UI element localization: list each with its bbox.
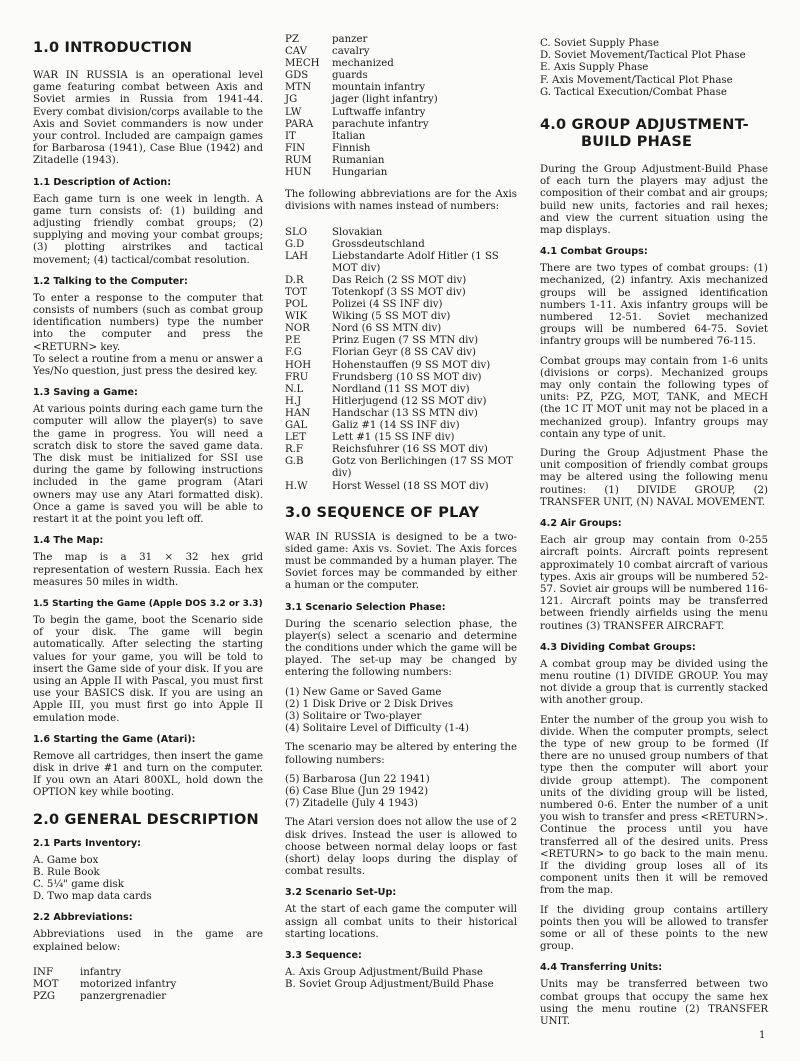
subsection-title-starting-apple: 1.5 Starting the Game (Apple DOS 3.2 or 3.3)	[33, 598, 263, 609]
abbreviation-key: JG	[285, 94, 298, 106]
abbreviation-key: P.E	[285, 335, 301, 347]
abbreviation-key: LW	[285, 106, 302, 118]
abbreviation-value: Galiz #1 (14 SS INF div)	[332, 420, 460, 432]
abbreviation-value: panzergrenadier	[80, 990, 167, 1002]
combat-groups-paragraph-a: There are two types of combat groups: (1) mechanized, (2) infantry. Axis mechanized groups will be assigned identification numbers 1-11. Axis infantry groups will be numbered 12-51. Soviet mechanized groups will be numbered 64-75. Soviet infantry groups will be numbered 76-115.	[540, 263, 768, 348]
map-paragraph: The map is a 31 × 32 hex grid representation of western Russia. Each hex measures 50 miles in width.	[33, 552, 263, 588]
group-adjustment-paragraph: During the Group Adjustment-Build Phase of each turn the players may adjust the composition of their combat and air groups; build new units, factories and rail hexes; and view the current situation using the map displays.	[540, 164, 768, 237]
abbreviation-row	[285, 408, 517, 420]
transferring-paragraph: Units may be transferred between two combat groups that occupy the same hex using the menu routine (2) TRANSFER UNIT.	[540, 979, 768, 1027]
abbreviation-key: IT	[285, 130, 296, 142]
abbreviation-row	[285, 34, 517, 46]
subsection-title-map: 1.4 The Map:	[33, 535, 104, 547]
abbreviation-key: FIN	[285, 142, 306, 154]
abbreviation-row	[33, 967, 263, 979]
subsection-title-starting-atari: 1.6 Starting the Game (Atari):	[33, 733, 196, 745]
abbreviation-row	[33, 979, 263, 991]
subsection-title-talking: 1.2 Talking to the Computer:	[33, 275, 188, 287]
scenario-altered-paragraph: The scenario may be altered by entering the following numbers:	[285, 742, 517, 766]
abbreviation-value: Hitlerjugend (12 SS MOT div)	[332, 395, 487, 407]
abbreviation-key: H.J	[285, 395, 302, 407]
abbreviation-value: Hungarian	[332, 167, 388, 179]
abbreviation-row	[285, 384, 517, 396]
abbreviation-key: POL	[285, 299, 307, 311]
abbreviation-value: Reichsfuhrer (16 SS MOT div)	[332, 444, 488, 456]
abbreviation-value: Wiking (5 SS MOT div)	[332, 311, 451, 323]
list-item: C. Soviet Supply Phase	[540, 38, 659, 49]
abbreviation-row	[285, 323, 517, 335]
talking-paragraph-a: To enter a response to the computer that consists of numbers (such as combat group identification numbers) type the number into the computer and press the <RETURN> key.	[33, 292, 263, 353]
list-item: E. Axis Supply Phase	[540, 62, 649, 74]
subsection-title-transferring: 4.4 Transferring Units:	[540, 962, 663, 974]
list-item: (7) Zitadelle (July 4 1943)	[285, 798, 418, 810]
abbreviation-key: G.B	[285, 456, 304, 468]
abbreviation-key: GDS	[285, 70, 309, 82]
abbreviation-row	[285, 420, 517, 432]
subsection-title-combat-groups: 4.1 Combat Groups:	[540, 246, 648, 258]
abbreviation-row	[285, 227, 517, 239]
abbreviation-value: Prinz Eugen (7 SS MTN div)	[332, 335, 479, 347]
abbreviation-row	[285, 239, 517, 251]
abbreviation-row	[285, 275, 517, 287]
subsection-title-saving: 1.3 Saving a Game:	[33, 387, 138, 399]
abbreviation-key: H.W	[285, 480, 308, 492]
abbreviation-row	[33, 991, 263, 1003]
dividing-paragraph-b: Enter the number of the group you wish to divide. When the computer prompts, select the type of new group to be formed (If there are no unused group numbers of that type then the computer will abort your divide group attempt). The component units of the dividing group will be listed, numbered 0-6. Enter the number of a unit you wish to transfer and press <RETURN>. Continue the process until you have transferred all of the desired units. Press <RETURN> to go back to the main menu. If the dividing group loses all of its component units then it will be removed from the map.	[540, 714, 768, 897]
abbreviation-key: TOT	[285, 287, 307, 298]
saving-paragraph: At various points during each game turn the computer will allow the player(s) to save the game in progress. You will need a scratch disk to store the saved game data. The disk must be initialized for SSI use during the game by following instructions included in the game program (Atari owners may use any Atari formatted disk). Once a game is saved you will be able to restart it at the point you left off.	[33, 404, 263, 526]
sequence-list-continued	[540, 38, 768, 99]
abbreviation-row	[285, 143, 517, 155]
axis-division-list	[285, 227, 517, 493]
abbreviation-key: CAV	[285, 46, 308, 58]
abbreviation-row	[285, 335, 517, 347]
combat-groups-paragraph-b: Combat groups may contain from 1-6 units (divisions or corps). Mechanized groups may only contain the following types of units: PZ, PZG, MOT, TANK, and MECH (the 1C IT MOT unit may not be placed in a mechanized group). Infantry groups may contain any type of unit.	[540, 355, 768, 440]
list-item: C. 5¼" game disk	[33, 878, 124, 890]
list-item: A. Axis Group Adjustment/Build Phase	[285, 967, 483, 979]
abbreviations-paragraph: Abbreviations used in the game are explained below:	[33, 929, 263, 953]
list-item: (2) 1 Disk Drive or 2 Disk Drives	[285, 698, 454, 710]
abbreviation-value: guards	[332, 70, 368, 82]
subsection-title-scenario-selection: 3.1 Scenario Selection Phase:	[285, 601, 446, 613]
abbreviation-row	[285, 167, 517, 179]
abbreviation-row	[285, 456, 517, 480]
abbreviation-key: WIK	[285, 311, 308, 323]
abbreviation-key: HAN	[285, 407, 311, 419]
scenario-selection-paragraph: During the scenario selection phase, the player(s) select a scenario and determine the conditions under which the game will be played. The set-up may be changed by entering the following numbers:	[285, 618, 517, 679]
abbreviation-key: RUM	[285, 154, 312, 166]
list-item: B. Rule Book	[33, 866, 100, 878]
list-item: D. Soviet Movement/Tactical Plot Phase	[540, 50, 746, 62]
abbreviation-row	[285, 58, 517, 70]
abbreviation-value: Liebstandarte Adolf Hitler (1 SS MOT div)	[332, 250, 499, 274]
dividing-paragraph-a: A combat group may be divided using the menu routine (1) DIVIDE GROUP. You may not divide a group that is currently stacked with another group.	[540, 658, 768, 707]
dividing-paragraph-c: If the dividing group contains artillery points then you will be allowed to transfer some or all of these points to the new group.	[540, 904, 768, 953]
abbreviation-key: N.L	[285, 383, 304, 395]
abbreviation-value: Grossdeutschland	[332, 238, 425, 250]
list-item: (6) Case Blue (Jun 29 1942)	[285, 786, 429, 798]
abbreviation-key: PZG	[33, 990, 56, 1002]
abbreviation-row	[285, 372, 517, 384]
abbreviation-row	[285, 299, 517, 311]
abbreviation-row	[285, 396, 517, 408]
subsection-title-description: 1.1 Description of Action:	[33, 176, 172, 188]
intro-paragraph: WAR IN RUSSIA is an operational level game featuring combat between Axis and Soviet armies in Russia from 1941-44. Every combat division/corps available to the Axis and Soviet commanders is now under your control. Included are campaign games for Barbarosa (1941), Case Blue (1942) and Zitadelle (1943).	[33, 70, 263, 167]
abbreviation-row	[285, 94, 517, 106]
abbreviation-value: Finnish	[332, 142, 371, 154]
list-item: (5) Barbarosa (Jun 22 1941)	[285, 773, 430, 785]
abbreviation-key: MTN	[285, 82, 312, 94]
abbreviation-row	[285, 119, 517, 131]
abbreviation-key: MECH	[285, 58, 320, 70]
abbreviation-row	[285, 251, 517, 275]
subsection-title-sequence: 3.3 Sequence:	[285, 950, 362, 962]
parts-list	[33, 855, 263, 904]
abbreviation-value: parachute infantry	[332, 118, 429, 130]
starting-atari-paragraph: Remove all cartridges, then insert the game disk in drive #1 and turn on the computer. If you own an Atari 800XL, hold down the OPTION key while booting.	[33, 750, 263, 799]
abbreviation-key: PARA	[285, 118, 314, 130]
abbreviation-value: mechanized	[332, 58, 394, 70]
abbreviation-value: cavalry	[332, 46, 370, 58]
abbreviation-key: F.G	[285, 347, 302, 359]
section-title-general: 2.0 GENERAL DESCRIPTION	[33, 811, 259, 828]
abbreviation-key: FRU	[285, 371, 309, 383]
abbreviation-row	[285, 107, 517, 119]
subsection-title-abbreviations: 2.2 Abbreviations:	[33, 912, 133, 924]
column-2	[285, 34, 517, 998]
abbreviation-value: jager (light infantry)	[332, 94, 438, 106]
abbreviation-row	[285, 155, 517, 167]
abbreviation-value: Hohenstauffen (9 SS MOT div)	[332, 359, 491, 371]
abbreviation-value: Horst Wessel (18 SS MOT div)	[332, 480, 489, 492]
abbreviation-value: Rumanian	[332, 154, 385, 166]
subsection-title-scenario-setup: 3.2 Scenario Set-Up:	[285, 887, 397, 899]
abbreviation-value: Slovakian	[332, 226, 383, 238]
abbreviation-row	[285, 481, 517, 493]
combat-groups-paragraph-c: During the Group Adjustment Phase the unit composition of friendly combat groups may be altered using the following menu routines: (1) DIVIDE GROUP, (2) TRANSFER UNIT, (N) NAVAL MOVEMENT.	[540, 448, 768, 508]
scenario-setup-paragraph: At the start of each game the computer will assign all combat units to their historical starting locations.	[285, 904, 517, 940]
column-1	[33, 34, 263, 1003]
abbreviation-list	[33, 967, 263, 1003]
abbreviation-value: Luftwaffe infantry	[332, 106, 426, 118]
subsection-title-parts: 2.1 Parts Inventory:	[33, 837, 141, 849]
abbreviation-value: Nord (6 SS MTN div)	[332, 323, 442, 335]
sequence-paragraph: WAR IN RUSSIA is designed to be a two-sided game: Axis vs. Soviet. The Axis forces must be commanded by a human player. The Soviet forces may be commanded by either a human or the computer.	[285, 531, 517, 592]
abbreviation-key: SLO	[285, 226, 308, 238]
abbreviation-key: INF	[33, 966, 54, 978]
axis-names-paragraph: The following abbreviations are for the Axis divisions with names instead of numbers:	[285, 189, 517, 213]
abbreviation-value: mountain infantry	[332, 82, 426, 94]
abbreviation-row	[285, 287, 517, 299]
abbreviation-value: Polizei (4 SS INF div)	[332, 299, 443, 311]
abbreviation-key: D.R	[285, 274, 304, 286]
section-title-introduction: 1.0 INTRODUCTION	[33, 40, 193, 56]
abbreviation-key: NOR	[285, 323, 310, 335]
subsection-title-dividing: 4.3 Dividing Combat Groups:	[540, 641, 696, 653]
air-groups-paragraph: Each air group may contain from 0-255 aircraft points. Aircraft points represent approximately 10 combat aircraft of various types. Axis air groups will be numbered 52-57. Soviet air groups will be numbered 116-121. Aircraft points may be transferred between friendly airfields using the menu routines (3) TRANSFER AIRCRAFT.	[540, 535, 768, 632]
abbreviation-row	[285, 432, 517, 444]
abbreviation-key: R.F	[285, 444, 303, 456]
abbreviation-value: Italian	[332, 130, 366, 142]
starting-apple-paragraph: To begin the game, boot the Scenario side of your disk. The game will begin automatically. After selecting the starting values for your game, you will be told to insert the Game side of your disk. If you are using an Apple II with Pascal, you must first use your BASICS disk. If you are using an Apple III, you must first go into Apple II emulation mode.	[33, 614, 263, 724]
atari-version-paragraph: The Atari version does not allow the use of 2 disk drives. Instead the user is allowed to choose between normal delay loops or fast (short) delay loops during the display of combat results.	[285, 817, 517, 878]
abbreviation-value: Handschar (13 SS MTN div)	[332, 407, 478, 419]
section-title-build-phase: BUILD PHASE	[581, 134, 693, 151]
abbreviation-key: LET	[285, 432, 306, 444]
abbreviation-value: Frundsberg (10 SS MOT div)	[332, 371, 482, 383]
abbreviation-key: HOH	[285, 359, 312, 371]
abbreviation-key: MOT	[33, 978, 59, 990]
abbreviation-value: Lett #1 (15 SS INF div)	[332, 432, 455, 444]
abbreviation-row	[285, 360, 517, 372]
sequence-list	[285, 967, 517, 991]
abbreviation-value: panzer	[332, 34, 368, 45]
abbreviation-value: Totenkopf (3 SS MOT div)	[332, 287, 466, 298]
abbreviation-key: LAH	[285, 250, 309, 262]
abbreviation-key: GAL	[285, 420, 308, 432]
abbreviation-row	[285, 311, 517, 323]
abbreviation-list-continued	[285, 34, 517, 179]
list-item: A. Game box	[33, 854, 99, 866]
abbreviation-key: PZ	[285, 34, 299, 45]
section-title-group-adjustment: 4.0 GROUP ADJUSTMENT-	[540, 117, 749, 134]
list-item: B. Soviet Group Adjustment/Build Phase	[285, 979, 494, 991]
abbreviation-key: HUN	[285, 167, 312, 179]
abbreviation-value: Das Reich (2 SS MOT div)	[332, 274, 467, 286]
page-number: 1	[759, 1030, 766, 1041]
abbreviation-row	[285, 347, 517, 359]
abbreviation-value: Nordland (11 SS MOT div)	[332, 383, 470, 395]
abbreviation-row	[285, 46, 517, 58]
abbreviation-value: Florian Geyr (8 SS CAV div)	[332, 347, 476, 359]
abbreviation-row	[285, 444, 517, 456]
abbreviation-row	[285, 70, 517, 82]
description-paragraph: Each game turn is one week in length. A game turn consists of: (1) building and adjusting friendly combat groups; (2) supplying and moving your combat groups; (3) plotting airstrikes and tactical movement; (4) tactical/combat resolution.	[33, 193, 263, 266]
subsection-title-air-groups: 4.2 Air Groups:	[540, 518, 622, 530]
abbreviation-key: G.D	[285, 238, 305, 250]
list-item: G. Tactical Execution/Combat Phase	[540, 86, 727, 98]
abbreviation-value: infantry	[80, 966, 121, 978]
list-item: (1) New Game or Saved Game	[285, 686, 442, 698]
scenario-options-list	[285, 774, 517, 811]
list-item: (4) Solitaire Level of Difficulty (1-4)	[285, 723, 469, 735]
column-3	[540, 34, 768, 1035]
list-item: D. Two map data cards	[33, 891, 152, 903]
abbreviation-row	[285, 82, 517, 94]
list-item: F. Axis Movement/Tactical Plot Phase	[540, 74, 733, 86]
setup-options-list	[285, 687, 517, 736]
abbreviation-value: motorized infantry	[80, 978, 177, 990]
list-item: (3) Solitaire or Two-player	[285, 711, 422, 723]
talking-paragraph-b: To select a routine from a menu or answer a Yes/No question, just press the desired key.	[33, 353, 263, 378]
section-title-sequence: 3.0 SEQUENCE OF PLAY	[285, 504, 480, 521]
abbreviation-value: Gotz von Berlichingen (17 SS MOT div)	[332, 456, 513, 480]
abbreviation-row	[285, 131, 517, 143]
